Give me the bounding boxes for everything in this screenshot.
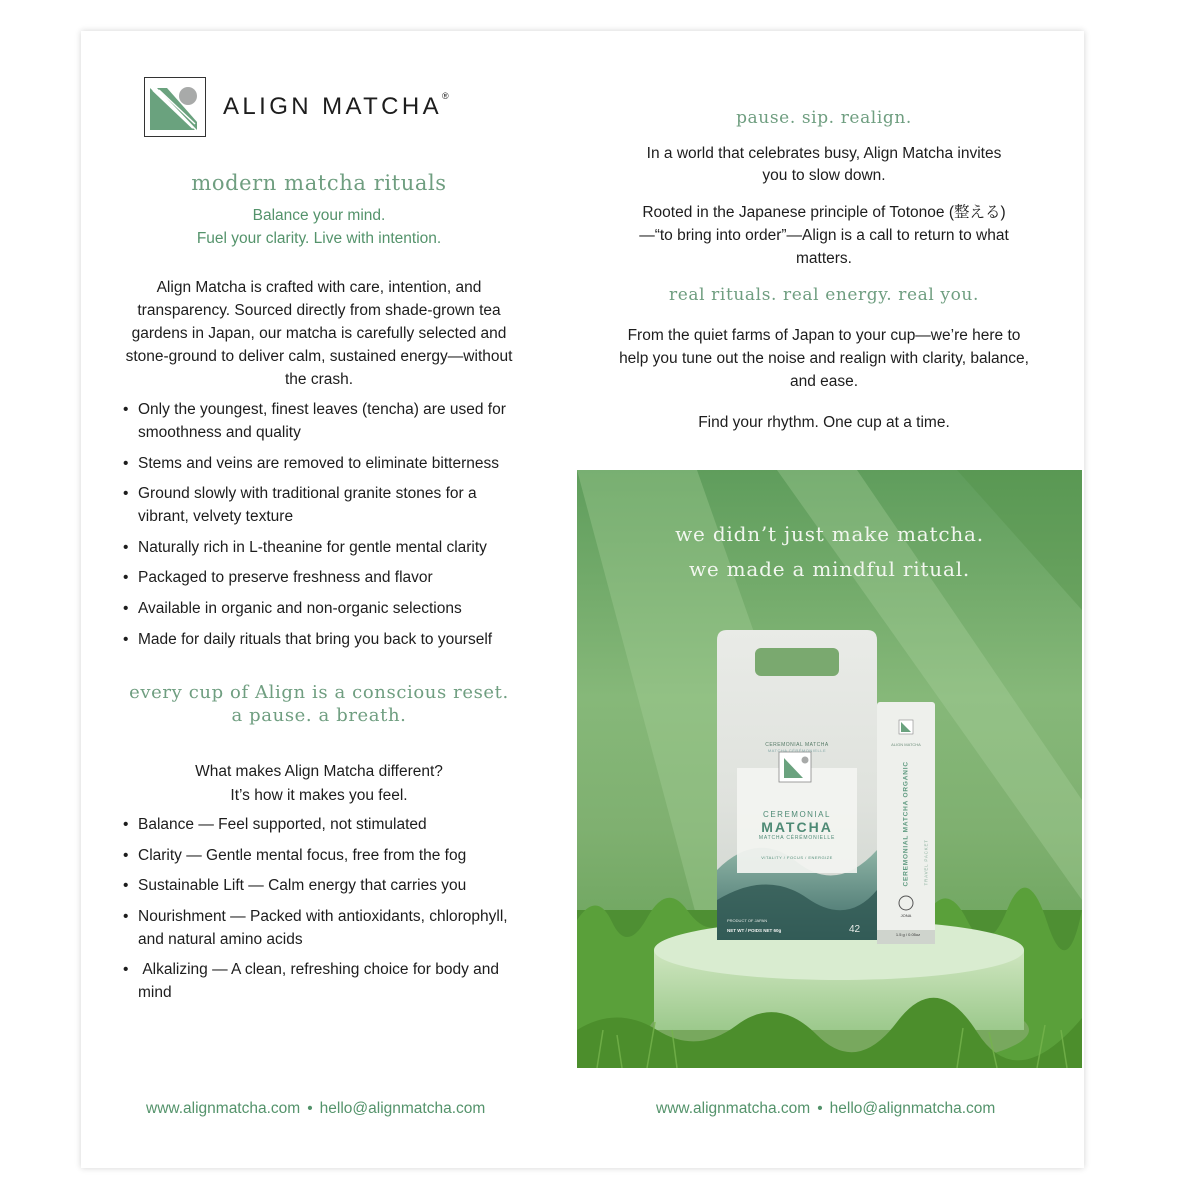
heading-real-rituals: real rituals. real energy. real you. — [669, 285, 979, 305]
difference-question: What makes Align Matcha different? It’s how it makes you feel. — [195, 763, 443, 804]
list-item: • Available in organic and non-organic selections — [123, 597, 523, 620]
pouch-weight: NET WT / POIDS NET 60g — [727, 928, 782, 933]
heading-conscious-reset: every cup of Align is a conscious reset. a pause. a breath. — [129, 682, 509, 726]
stick-cert: JONA — [900, 913, 912, 918]
list-item: • Sustainable Lift — Calm energy that carries you — [123, 874, 523, 897]
footer-separator: • — [307, 1100, 313, 1117]
flyer-sheet — [81, 31, 1084, 1168]
list-item: • Ground slowly with traditional granite stones for a vibrant, velvety texture — [123, 482, 523, 528]
pouch-main-label: CEREMONIAL MATCHA MATCHA CÉRÉMONIELLE VITALITY / FOCUS / ENERGIZE — [758, 810, 836, 860]
paragraph-slow-down: In a world that celebrates busy, Align Matcha invites you to slow down. — [646, 145, 1002, 184]
website-link[interactable]: www.alignmatcha.com — [146, 1100, 301, 1117]
footer-left — [146, 1100, 485, 1118]
email-link[interactable]: hello@alignmatcha.com — [319, 1100, 486, 1117]
footer-right — [656, 1100, 995, 1118]
product-photo — [577, 470, 1082, 1068]
stick-vertical-label: CEREMONIAL MATCHA ORGANIC TRAVEL PACKET — [902, 761, 929, 887]
paragraph-totonoe: Rooted in the Japanese principle of Totonoe (整える)—“to bring into order”—Align is a call to return to what matters. — [639, 204, 1009, 267]
website-link[interactable]: www.alignmatcha.com — [656, 1100, 811, 1117]
list-item: • Clarity — Gentle mental focus, free from the fog — [123, 844, 523, 867]
pouch-count: 42 — [849, 924, 861, 935]
feature-list — [123, 398, 523, 658]
stick-brand: ALIGN MATCHA — [891, 742, 921, 747]
list-item: • Stems and veins are removed to eliminate bitterness — [123, 452, 523, 475]
photo-caption: we didn’t just make matcha. we made a mindful ritual. — [675, 522, 984, 581]
logo-mark-icon — [144, 77, 206, 137]
pouch-origin: PRODUCT OF JAPAN — [727, 918, 768, 923]
intro-paragraph: Align Matcha is crafted with care, intention, and transparency. Sourced directly from shade-grown tea gardens in Japan, our matcha is carefully selected and stone-ground to deliver calm, sustained energy—without the crash. — [125, 279, 513, 388]
benefit-list — [123, 813, 523, 1012]
stick-weight: 1.5 g / 0.05oz — [895, 932, 921, 937]
list-item: • Balance — Feel supported, not stimulated — [123, 813, 523, 836]
brand-logo — [144, 77, 449, 137]
paragraph-find-rhythm: Find your rhythm. One cup at a time. — [698, 414, 950, 431]
list-item: • Packaged to preserve freshness and flavor — [123, 566, 523, 589]
list-item: • Nourishment — Packed with antioxidants, chlorophyll, and natural amino acids — [123, 905, 523, 951]
list-item: • Only the youngest, finest leaves (tencha) are used for smoothness and quality — [123, 398, 523, 444]
list-item: • Made for daily rituals that bring you back to yourself — [123, 628, 523, 651]
brand-name: ALIGN MATCHA® — [223, 91, 449, 120]
pouch-label: CEREMONIAL MATCHA MATCHA CÉRÉMONIELLE — [765, 742, 829, 753]
paragraph-quiet-farms: From the quiet farms of Japan to your cup—we’re here to help you tune out the noise and realign with clarity, balance, and ease. — [619, 327, 1029, 390]
list-item: • Naturally rich in L-theanine for gentle mental clarity — [123, 536, 523, 559]
heading-pause-sip: pause. sip. realign. — [736, 108, 912, 128]
email-link[interactable]: hello@alignmatcha.com — [829, 1100, 996, 1117]
tagline: Balance your mind. Fuel your clarity. Live with intention. — [196, 207, 442, 247]
list-item: • Alkalizing — A clean, refreshing choice for body and mind — [123, 958, 523, 1004]
heading-modern-rituals: modern matcha rituals — [191, 171, 447, 195]
footer-separator: • — [817, 1100, 823, 1117]
